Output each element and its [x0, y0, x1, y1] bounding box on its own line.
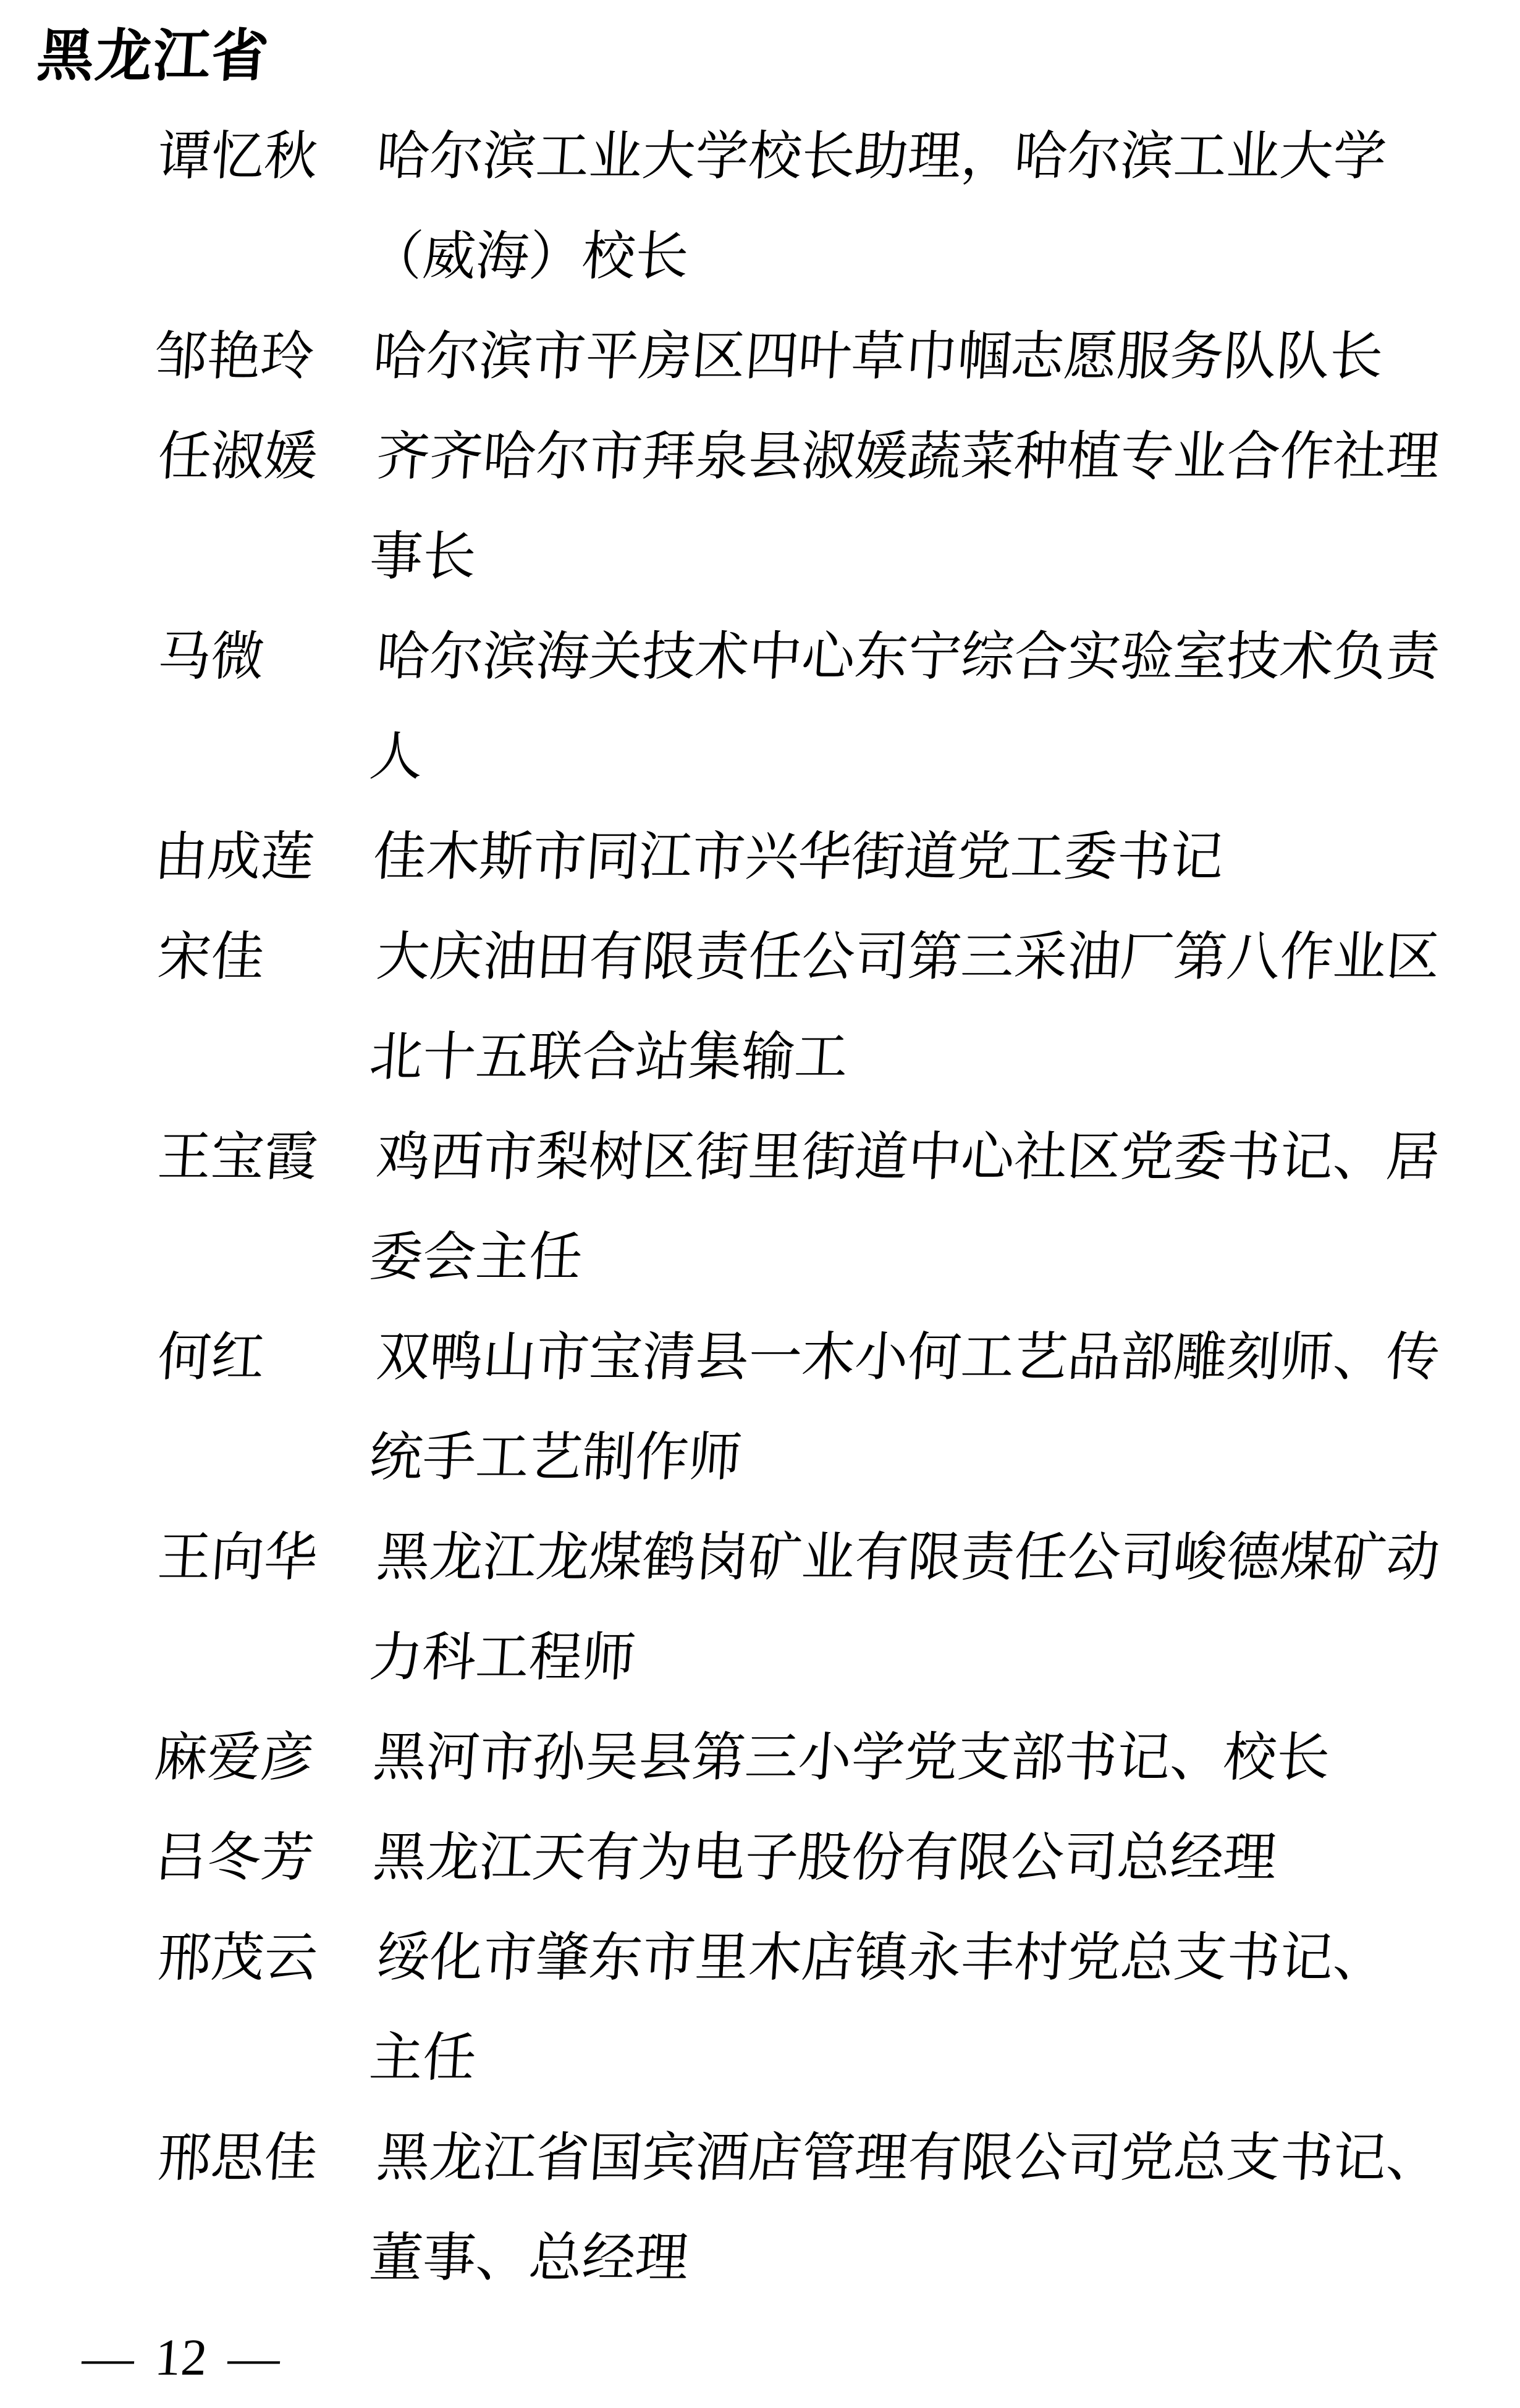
honoree-entry — [151, 807, 1520, 907]
honoree-position: 绥化市肇东市里木店镇永丰村党总支书记、 主任 — [367, 1928, 1389, 2087]
honoree-position: 哈尔滨海关技术中心东宁综合实验室技术负责人 — [367, 627, 1442, 786]
honoree-position: 哈尔滨市平房区四叶草巾帼志愿服务队队长 — [371, 327, 1385, 386]
honoree-entry — [148, 1908, 1520, 2108]
honoree-entry — [148, 2108, 1520, 2308]
honoree-entry — [148, 106, 1520, 306]
honoree-position: 黑龙江龙煤鹤岗矿业有限责任公司峻德煤矿动 力科工程师 — [367, 1528, 1442, 1687]
province-header: 黑龙江省 — [35, 25, 272, 88]
honoree-position: 双鸭山市宝清县一木小何工艺品部雕刻师、传 统手工艺制作师 — [367, 1328, 1442, 1487]
honoree-name: 邹艳玲 — [152, 327, 316, 386]
honoree-position: 齐齐哈尔市拜泉县淑媛蔬菜种植专业合作社理 事长 — [367, 427, 1442, 586]
honoree-position: 黑龙江省国宾酒店管理有限公司党总支书记、 董事、总经理 — [367, 2128, 1442, 2288]
honor-list — [0, 106, 1520, 2308]
honoree-name: 由成莲 — [152, 827, 316, 886]
honoree-name: 王宝霞 — [156, 1127, 320, 1187]
page-number: 12 — [153, 2329, 209, 2386]
honoree-position: 黑龙江天有为电子股份有限公司总经理 — [371, 1828, 1279, 1887]
footer-dash-left: — — [80, 2329, 137, 2386]
honoree-name: 邢茂云 — [156, 1928, 320, 1987]
honoree-name: 邢思佳 — [156, 2128, 320, 2187]
honoree-position: 大庆油田有限责任公司第三采油厂第八作业区 北十五联合站集输工 — [367, 927, 1442, 1087]
honoree-entry — [148, 1107, 1520, 1307]
footer-dash-right: — — [226, 2329, 282, 2386]
honoree-entry — [148, 607, 1520, 807]
honoree-entry — [148, 1507, 1520, 1707]
honoree-position: 黑河市孙吴县第三小学党支部书记、校长 — [371, 1728, 1332, 1787]
honoree-name: 吕冬芳 — [152, 1828, 316, 1887]
honoree-position: 佳木斯市同江市兴华街道党工委书记 — [371, 827, 1226, 886]
honoree-entry — [148, 1307, 1520, 1507]
honoree-name: 何红 — [156, 1328, 267, 1387]
honoree-name: 宋佳 — [156, 927, 267, 987]
honoree-name: 谭忆秋 — [156, 127, 320, 186]
honoree-name: 任淑媛 — [156, 427, 320, 486]
honoree-name: 麻爱彦 — [152, 1728, 316, 1787]
honoree-entry — [148, 907, 1520, 1107]
page-footer — [0, 2308, 1520, 2408]
honoree-name: 马微 — [156, 627, 267, 686]
honoree-entry — [151, 1808, 1520, 1908]
honoree-position: 鸡西市梨树区街里街道中心社区党委书记、居 委会主任 — [367, 1127, 1442, 1287]
honoree-position: 哈尔滨工业大学校长助理，哈尔滨工业大学 （威海）校长 — [367, 127, 1389, 286]
honoree-name: 王向华 — [156, 1528, 320, 1587]
honoree-entry — [148, 406, 1520, 607]
honoree-entry — [151, 1707, 1520, 1808]
honoree-entry — [151, 306, 1520, 406]
